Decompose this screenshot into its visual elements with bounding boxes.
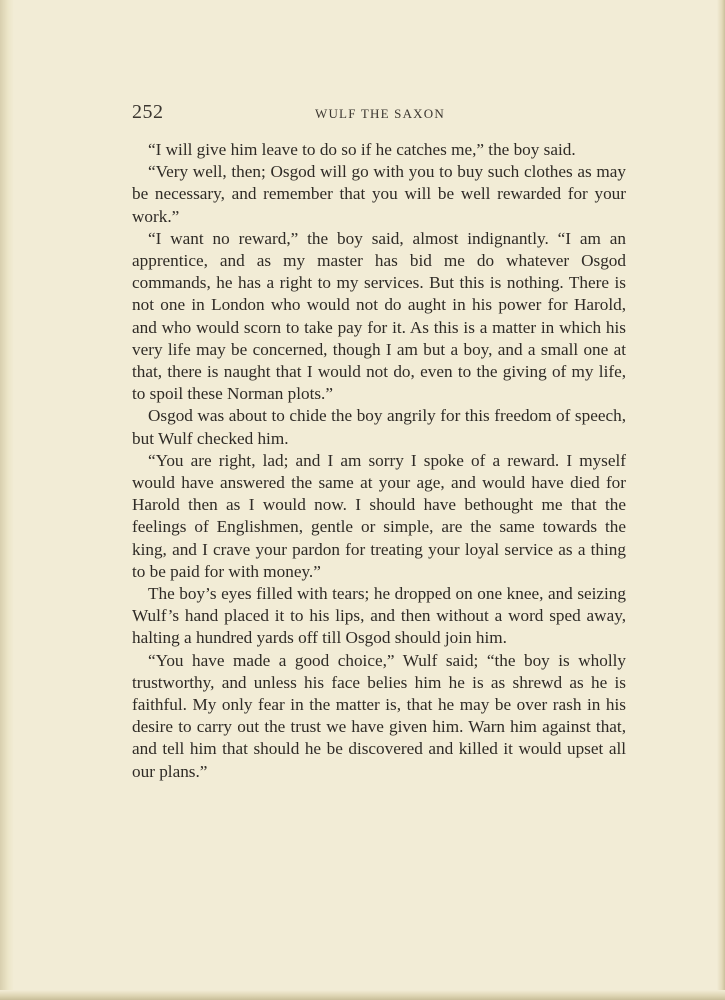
paragraph: “You have made a good choice,” Wulf said; “the boy is wholly trustworthy, and unless his face belies him he is as shrewd as he is faithful. My only fear in the matter is, that he may be over rash in his desire to carry out the trust we have given him. Warn him against that, and tell him that should he be discovered and killed it would upset all our plans.” <box>132 650 626 781</box>
paragraph: Osgod was about to chide the boy angrily for this freedom of speech, but Wulf checked him. <box>132 406 626 448</box>
paragraph: “I want no reward,” the boy said, almost indignantly. “I am an apprentice, and as my master has bid me do whatever Osgod commands, he has a right to my services. But this is nothing. There is not one in London who would not do aught in his power for Harold, and who would scorn to take pay for it. As this is a matter in which his very life may be concerned, though I am but a boy, and a small one at that, there is naught that I would not do, even to the giving of my life, to spoil these Norman plots.” <box>132 228 626 404</box>
paragraph: The boy’s eyes filled with tears; he dropped on one knee, and seizing Wulf’s hand placed it to his lips, and then without a word sped away, halting a hundred yards off till Osgod should join him. <box>132 584 626 648</box>
paragraph: “Very well, then; Osgod will go with you to buy such clothes as may be necessary, and remember that you will be well rewarded for your work.” <box>132 162 626 226</box>
page-left-edge <box>0 0 14 1000</box>
running-title: WULF THE SAXON <box>315 106 445 121</box>
page-right-edge <box>717 0 725 1000</box>
page-number: 252 <box>132 101 164 123</box>
body-text <box>132 139 626 783</box>
paragraph: “I will give him leave to do so if he catches me,” the boy said. <box>148 140 576 159</box>
page-header <box>132 101 626 123</box>
page-bottom-edge <box>0 990 725 1000</box>
paragraph: “You are right, lad; and I am sorry I spoke of a reward. I myself would have answered the same at your age, and would have died for Harold then as I would now. I should have bethought me that the feelings of Englishmen, gentle or simple, are the same towards the king, and I crave your pardon for treating your loyal service as a thing to be paid for with money.” <box>132 450 626 581</box>
